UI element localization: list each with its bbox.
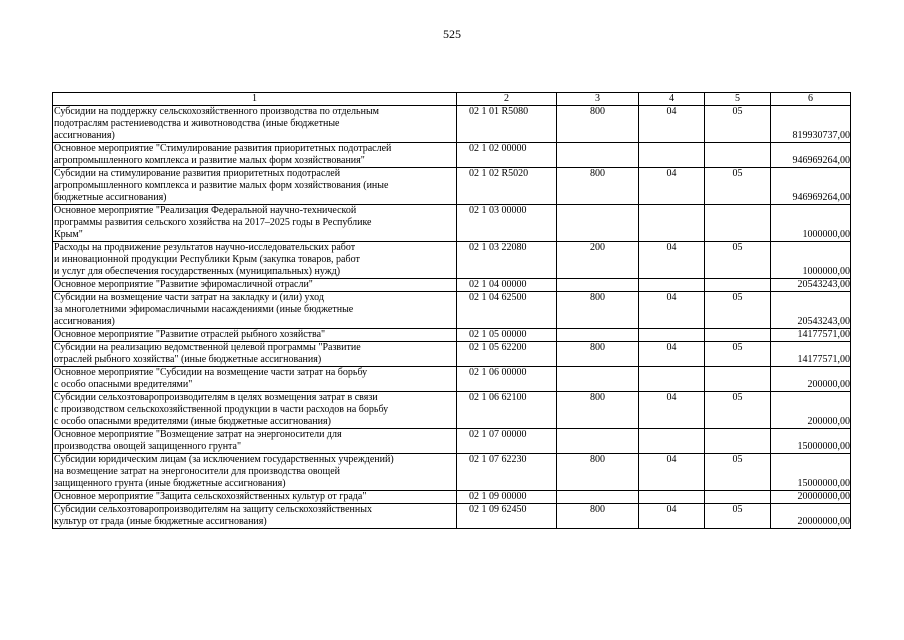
row-name-cell: Субсидии на поддержку сельскохозяйственного производства по отдельным подотраслям растениеводства и животноводства (иные бюджетные ассигнования) [53, 106, 457, 143]
row-vr-cell [557, 429, 639, 454]
row-name-cell: Субсидии на возмещение части затрат на закладку и (или) уход за многолетними эфиромасличными насаждениями (иные бюджетные ассигнования) [53, 292, 457, 329]
row-pr-cell [705, 205, 771, 242]
table-row [53, 106, 851, 143]
row-vr-cell: 800 [557, 168, 639, 205]
row-sum-cell: 14177571,00 [771, 342, 851, 367]
row-name-cell: Субсидии сельхозтоваропроизводителям в целях возмещения затрат в связи с производством сельскохозяйственной продукции в части расходов на борьбу с особо опасными вредителями (иные бюджетные ассигнования) [53, 392, 457, 429]
row-sum-cell: 1000000,00 [771, 242, 851, 279]
row-code-cell: 02 1 02 R5020 [457, 168, 557, 205]
row-sum-cell: 20000000,00 [771, 491, 851, 504]
row-vr-cell: 800 [557, 292, 639, 329]
row-code-cell: 02 1 06 00000 [457, 367, 557, 392]
row-code-cell: 02 1 03 00000 [457, 205, 557, 242]
row-pr-cell [705, 367, 771, 392]
table-row [53, 242, 851, 279]
row-rz-cell [639, 329, 705, 342]
row-sum-cell: 200000,00 [771, 367, 851, 392]
row-pr-cell: 05 [705, 292, 771, 329]
row-vr-cell: 200 [557, 242, 639, 279]
row-vr-cell [557, 279, 639, 292]
table-row [53, 168, 851, 205]
row-rz-cell: 04 [639, 292, 705, 329]
column-header: 2 [457, 93, 557, 106]
row-sum-cell: 200000,00 [771, 392, 851, 429]
row-code-cell: 02 1 02 00000 [457, 143, 557, 168]
page-number: 525 [443, 27, 461, 41]
row-vr-cell: 800 [557, 504, 639, 529]
row-rz-cell: 04 [639, 392, 705, 429]
table-row [53, 292, 851, 329]
row-sum-cell: 946969264,00 [771, 168, 851, 205]
row-name-cell: Основное мероприятие "Реализация Федеральной научно-технической программы развития сельского хозяйства на 2017–2025 годы в Республике Крым" [53, 205, 457, 242]
row-sum-cell: 20543243,00 [771, 292, 851, 329]
row-pr-cell: 05 [705, 342, 771, 367]
row-pr-cell: 05 [705, 168, 771, 205]
row-rz-cell: 04 [639, 106, 705, 143]
row-code-cell: 02 1 04 00000 [457, 279, 557, 292]
row-vr-cell: 800 [557, 454, 639, 491]
row-sum-cell: 946969264,00 [771, 143, 851, 168]
row-vr-cell [557, 143, 639, 168]
row-vr-cell [557, 491, 639, 504]
row-vr-cell [557, 205, 639, 242]
row-code-cell: 02 1 05 00000 [457, 329, 557, 342]
row-sum-cell: 819930737,00 [771, 106, 851, 143]
table-row [53, 392, 851, 429]
row-rz-cell [639, 205, 705, 242]
row-name-cell: Основное мероприятие "Защита сельскохозяйственных культур от града" [53, 491, 457, 504]
table-row [53, 329, 851, 342]
row-sum-cell: 1000000,00 [771, 205, 851, 242]
row-sum-cell: 20000000,00 [771, 504, 851, 529]
row-rz-cell: 04 [639, 454, 705, 491]
row-rz-cell [639, 429, 705, 454]
row-pr-cell [705, 329, 771, 342]
row-rz-cell: 04 [639, 504, 705, 529]
row-rz-cell: 04 [639, 168, 705, 205]
row-name-cell: Субсидии на стимулирование развития приоритетных подотраслей агропромышленного комплекса и развитие малых форм хозяйствования (иные бюджетные ассигнования) [53, 168, 457, 205]
budget-table [52, 92, 851, 529]
table-row [53, 205, 851, 242]
row-vr-cell: 800 [557, 392, 639, 429]
row-name-cell: Основное мероприятие "Возмещение затрат на энергоносители для производства овощей защищенного грунта" [53, 429, 457, 454]
column-header: 3 [557, 93, 639, 106]
row-name-cell: Субсидии на реализацию ведомственной целевой программы "Развитие отраслей рыбного хозяйства" (иные бюджетные ассигнования) [53, 342, 457, 367]
column-header: 5 [705, 93, 771, 106]
row-vr-cell [557, 329, 639, 342]
row-rz-cell: 04 [639, 342, 705, 367]
row-code-cell: 02 1 04 62500 [457, 292, 557, 329]
row-code-cell: 02 1 03 22080 [457, 242, 557, 279]
row-code-cell: 02 1 01 R5080 [457, 106, 557, 143]
row-name-cell: Расходы на продвижение результатов научно-исследовательских работ и инновационной продукции Республики Крым (закупка товаров, работ и услуг для обеспечения государственных (муниципальных) нужд) [53, 242, 457, 279]
column-header: 6 [771, 93, 851, 106]
row-rz-cell [639, 279, 705, 292]
row-name-cell: Основное мероприятие "Субсидии на возмещение части затрат на борьбу с особо опасными вредителями" [53, 367, 457, 392]
table-row [53, 342, 851, 367]
row-code-cell: 02 1 09 00000 [457, 491, 557, 504]
row-pr-cell [705, 279, 771, 292]
row-name-cell: Субсидии юридическим лицам (за исключением государственных учреждений) на возмещение затрат на энергоносители для производства овощей защищенного грунта (иные бюджетные ассигнования) [53, 454, 457, 491]
table-row [53, 491, 851, 504]
row-pr-cell [705, 491, 771, 504]
row-sum-cell: 15000000,00 [771, 429, 851, 454]
row-rz-cell: 04 [639, 242, 705, 279]
row-pr-cell: 05 [705, 454, 771, 491]
row-code-cell: 02 1 06 62100 [457, 392, 557, 429]
table-header-row [53, 93, 851, 106]
row-rz-cell [639, 491, 705, 504]
row-name-cell: Основное мероприятие "Развитие отраслей рыбного хозяйства" [53, 329, 457, 342]
row-sum-cell: 20543243,00 [771, 279, 851, 292]
row-code-cell: 02 1 07 62230 [457, 454, 557, 491]
row-pr-cell [705, 143, 771, 168]
table-row [53, 143, 851, 168]
row-pr-cell: 05 [705, 392, 771, 429]
table-row [53, 429, 851, 454]
row-rz-cell [639, 143, 705, 168]
column-header: 4 [639, 93, 705, 106]
table-row [53, 367, 851, 392]
row-code-cell: 02 1 05 62200 [457, 342, 557, 367]
row-vr-cell [557, 367, 639, 392]
row-sum-cell: 14177571,00 [771, 329, 851, 342]
row-name-cell: Субсидии сельхозтоваропроизводителям на защиту сельскохозяйственных культур от града (иные бюджетные ассигнования) [53, 504, 457, 529]
row-pr-cell: 05 [705, 106, 771, 143]
table-row [53, 504, 851, 529]
table-row [53, 279, 851, 292]
row-code-cell: 02 1 09 62450 [457, 504, 557, 529]
row-pr-cell: 05 [705, 242, 771, 279]
row-name-cell: Основное мероприятие "Развитие эфиромасличной отрасли" [53, 279, 457, 292]
row-code-cell: 02 1 07 00000 [457, 429, 557, 454]
row-pr-cell [705, 429, 771, 454]
row-vr-cell: 800 [557, 342, 639, 367]
row-pr-cell: 05 [705, 504, 771, 529]
table-row [53, 454, 851, 491]
column-header: 1 [53, 93, 457, 106]
row-vr-cell: 800 [557, 106, 639, 143]
row-name-cell: Основное мероприятие "Стимулирование развития приоритетных подотраслей агропромышленного комплекса и развитие малых форм хозяйствования" [53, 143, 457, 168]
row-rz-cell [639, 367, 705, 392]
row-sum-cell: 15000000,00 [771, 454, 851, 491]
